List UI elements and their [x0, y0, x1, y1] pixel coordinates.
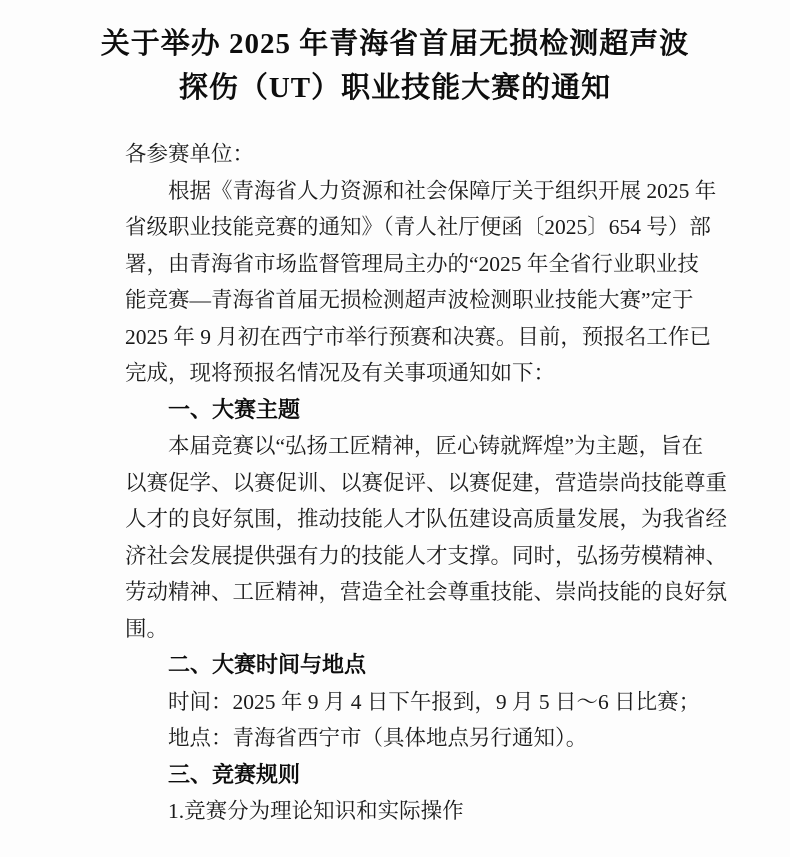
- document-body: [125, 136, 728, 830]
- doc-line: 以赛促学、以赛促训、以赛促评、以赛促建，营造崇尚技能尊重: [125, 470, 728, 495]
- section-heading-3: 三、竞赛规则: [168, 761, 301, 787]
- doc-line: 署，由青海省市场监督管理局主办的“2025 年全省行业职业技: [125, 251, 699, 276]
- salutation: 各参赛单位：: [125, 142, 255, 166]
- doc-line: 省级职业技能竞赛的通知》（青人社厅便函〔2025〕654 号）部: [125, 215, 711, 239]
- doc-line: 济社会发展提供强有力的技能人才支撑。同时，弘扬劳模精神、: [125, 543, 728, 568]
- doc-line: 时间：2025 年 9 月 4 日下午报到，9 月 5 日～6 日比赛；: [168, 689, 701, 714]
- doc-line: 人才的良好氛围，推动技能人才队伍建设高质量发展，为我省经: [125, 507, 728, 531]
- doc-line: 根据《青海省人力资源和社会保障厅关于组织开展 2025 年: [168, 178, 717, 203]
- doc-line: 1.竞赛分为理论知识和实际操作: [168, 799, 464, 823]
- doc-line: 本届竞赛以“弘扬工匠精神，匠心铸就辉煌”为主题，旨在: [168, 434, 704, 458]
- section-heading-1: 一、大赛主题: [168, 396, 301, 422]
- doc-line: 能竞赛—青海省首届无损检测超声波检测职业技能大赛”定于: [125, 288, 694, 312]
- doc-line: 2025 年 9 月初在西宁市举行预赛和决赛。目前，预报名工作已: [125, 324, 711, 349]
- doc-line: 围。: [125, 616, 169, 641]
- section-heading-2: 二、大赛时间与地点: [168, 652, 367, 677]
- document-title-line-2: 探伤（UT）职业技能大赛的通知: [178, 72, 612, 104]
- doc-line: 地点：青海省西宁市（具体地点另行通知）。: [168, 726, 588, 750]
- document-title-line-1: 关于举办 2025 年青海省首届无损检测超声波: [100, 28, 690, 60]
- doc-line: 完成，现将预报名情况及有关事项通知如下：: [125, 361, 556, 385]
- doc-line: 劳动精神、工匠精神，营造全社会尊重技能、崇尚技能的良好氛: [125, 580, 728, 604]
- document-title: [75, 22, 715, 110]
